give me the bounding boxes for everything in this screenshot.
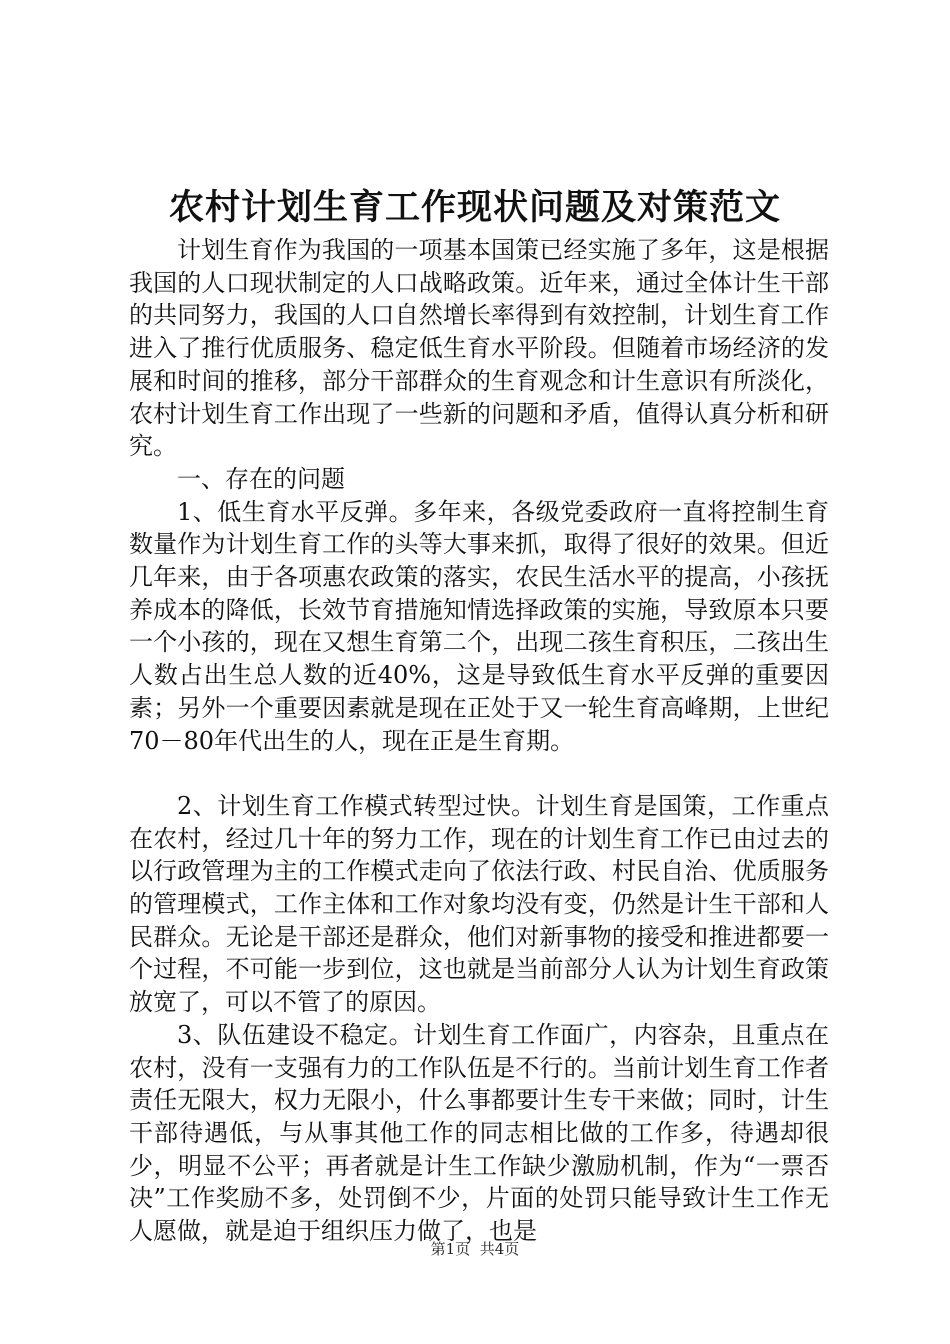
paragraph-gap [129, 757, 829, 790]
page-footer [0, 1239, 950, 1259]
document-title: 农村计划生育工作现状问题及对策范文 [168, 187, 781, 228]
section-heading: 一、存在的问题 [177, 464, 345, 493]
problem-2-paragraph: 2、计划生育工作模式转型过快。计划生育是国策，工作重点在农村，经过几十年的努力工作，现在的计划生育工作已由过去的以行政管理为主的工作模式走向了依法行政、村民自治、优质服务的管理模式，工作主体和工作对象均没有变，仍然是计生干部和人民群众。无论是干部还是群众，他们对新事物的接受和推进都要一个过程，不可能一步到位，这也就是当前部分人认为计划生育政策放宽了，可以不管了的原因。 [129, 791, 829, 1017]
problem-3-paragraph: 3、队伍建设不稳定。计划生育工作面广，内容杂，且重点在农村，没有一支强有力的工作队伍是不行的。当前计划生育工作者责任无限大，权力无限小，什么事都要计生专干来做；同时，计生干部待遇低，与从事其他工作的同志相比做的工作多，待遇却很少，明显不公平；再者就是计生工作缺少激励机制，作为“一票否决”工作奖励不多，处罚倒不少，片面的处罚只能导致计生工作无人愿做，就是迫于组织压力做了，也是 [129, 1020, 829, 1246]
footer-separator [470, 1240, 480, 1258]
page-number: 第1页 [430, 1240, 471, 1258]
document-body [129, 234, 829, 1248]
page-total: 共4页 [479, 1240, 520, 1258]
problem-1-paragraph: 1、低生育水平反弹。多年来，各级党委政府一直将控制生育数量作为计划生育工作的头等大事来抓，取得了很好的效果。但近几年来，由于各项惠农政策的落实，农民生活水平的提高，小孩抚养成本的降低，长效节育措施知情选择政策的实施，导致原本只要一个小孩的，现在又想生育第二个，出现二孩生育积压，二孩出生人数占出生总人数的近40%，这是导致低生育水平反弹的重要因素；另外一个重要因素就是现在正处于又一轮生育高峰期，上世纪70－80年代出生的人，现在正是生育期。 [129, 497, 829, 755]
intro-paragraph: 计划生育作为我国的一项基本国策已经实施了多年，这是根据我国的人口现状制定的人口战略政策。近年来，通过全体计生干部的共同努力，我国的人口自然增长率得到有效控制，计划生育工作进入了推行优质服务、稳定低生育水平阶段。但随着市场经济的发展和时间的推移，部分干部群众的生育观念和计生意识有所淡化，农村计划生育工作出现了一些新的问题和矛盾，值得认真分析和研究。 [129, 236, 829, 461]
